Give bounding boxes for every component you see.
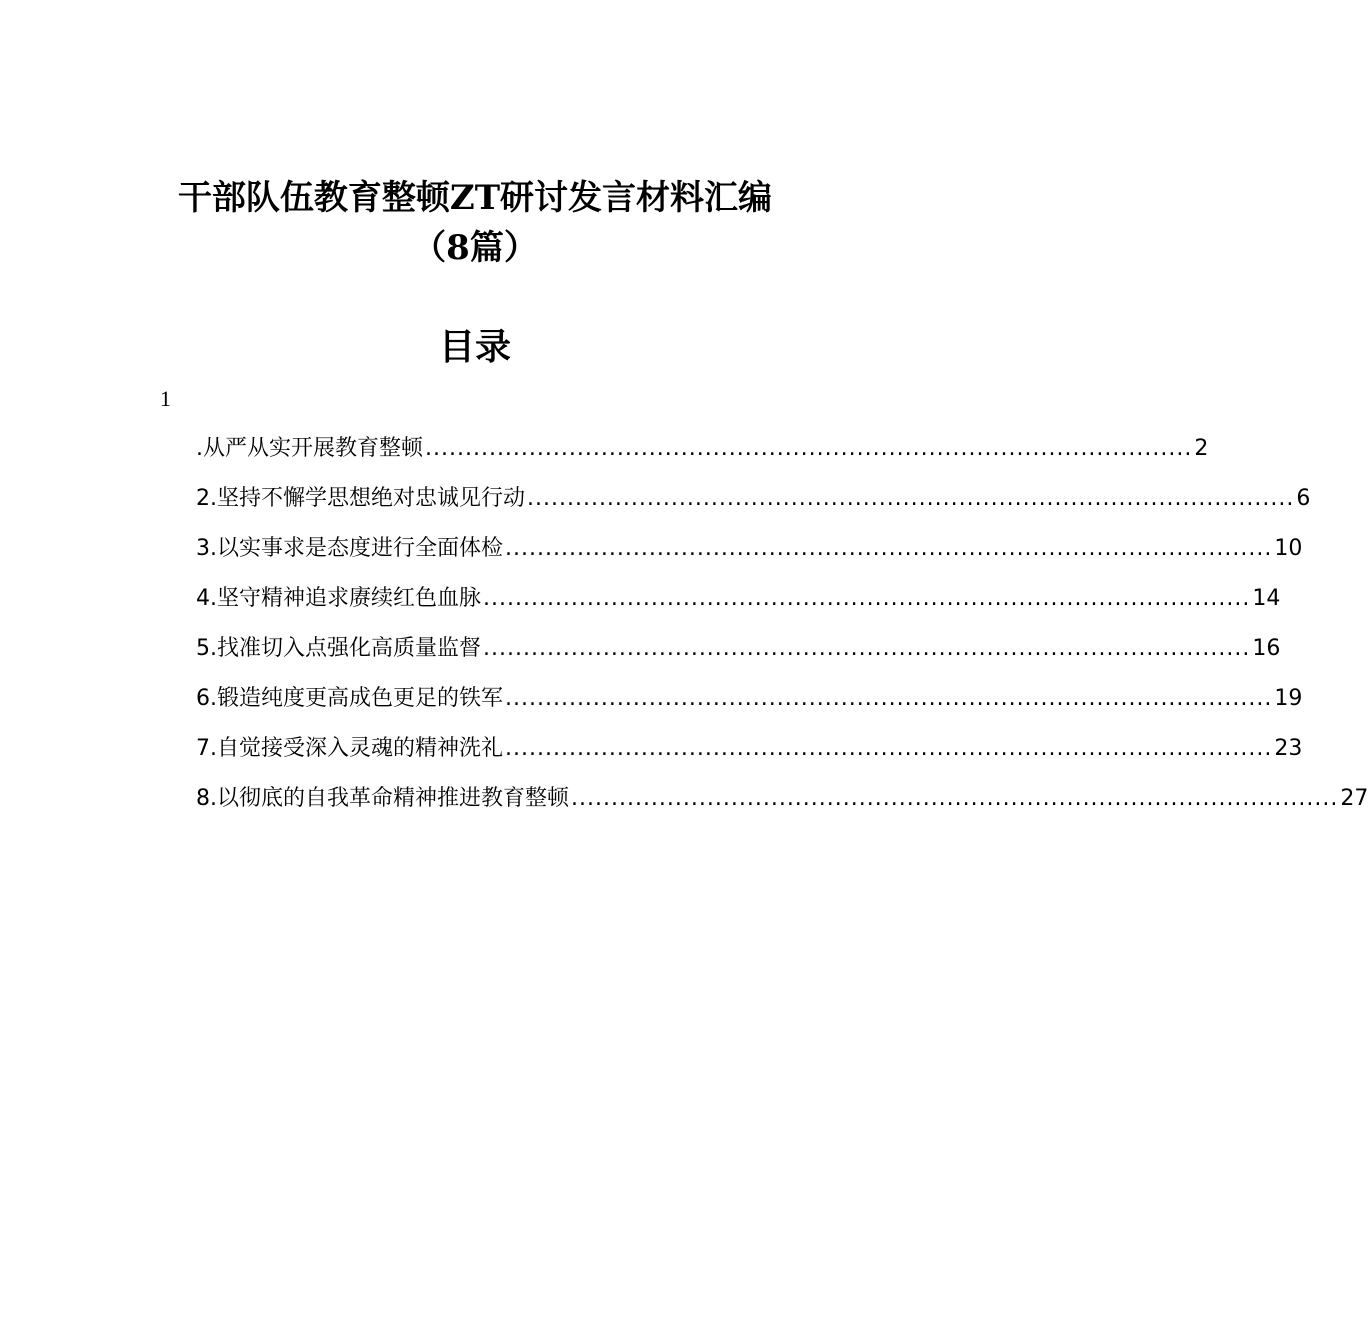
- toc-entry-title: 8.以彻底的自我革命精神推进教育整顿: [196, 786, 569, 811]
- toc-entry-2[interactable]: [196, 476, 1311, 526]
- document-subtitle: （8篇）: [412, 228, 538, 268]
- toc-page-number: 27: [1340, 786, 1368, 811]
- toc-entry-7[interactable]: [196, 726, 1303, 776]
- toc-page-number: 16: [1252, 636, 1281, 661]
- toc-entry-title: 2.坚持不懈学思想绝对忠诚见行动: [196, 486, 525, 511]
- toc-page-number: 6: [1296, 486, 1311, 511]
- toc-page-number: 2: [1194, 436, 1209, 461]
- toc-leader-dots: ................................................................................................: [425, 436, 1193, 461]
- toc-entry-title: 5.找准切入点强化高质量监督: [196, 636, 481, 661]
- table-of-contents: [196, 426, 1368, 826]
- toc-entry-6[interactable]: [196, 676, 1303, 726]
- toc-entry-title: .从严从实开展教育整顿: [196, 436, 423, 461]
- toc-leader-dots: ................................................................................................: [483, 636, 1251, 661]
- toc-leader-dots: ................................................................................................: [527, 486, 1295, 511]
- toc-entry-8[interactable]: [196, 776, 1368, 826]
- toc-leader-dots: ................................................................................................: [505, 686, 1273, 711]
- toc-page-number: 10: [1274, 536, 1303, 561]
- toc-entry-4[interactable]: [196, 576, 1281, 626]
- toc-entry-title: 6.锻造纯度更高成色更足的铁军: [196, 686, 503, 711]
- toc-page-number: 23: [1274, 736, 1303, 761]
- toc-entry-title: 7.自觉接受深入灵魂的精神洗礼: [196, 736, 503, 761]
- toc-page-number: 19: [1274, 686, 1303, 711]
- toc-heading: 目录: [438, 326, 511, 368]
- toc-leader-dots: ................................................................................................: [571, 786, 1339, 811]
- toc-leader-dots: ................................................................................................: [505, 536, 1273, 561]
- toc-leader-dots: ................................................................................................: [505, 736, 1273, 761]
- toc-page-number: 14: [1252, 586, 1281, 611]
- toc-entry-1[interactable]: [196, 426, 1209, 476]
- document-title: 干部队伍教育整顿ZT研讨发言材料汇编: [177, 178, 773, 218]
- toc-entry-title: 3.以实事求是态度进行全面体检: [196, 536, 503, 561]
- toc-entry-title: 4.坚守精神追求赓续红色血脉: [196, 586, 481, 611]
- toc-entry-3[interactable]: [196, 526, 1303, 576]
- toc-leader-dots: ................................................................................................: [483, 586, 1251, 611]
- list-number: 1: [160, 386, 171, 411]
- toc-entry-5[interactable]: [196, 626, 1281, 676]
